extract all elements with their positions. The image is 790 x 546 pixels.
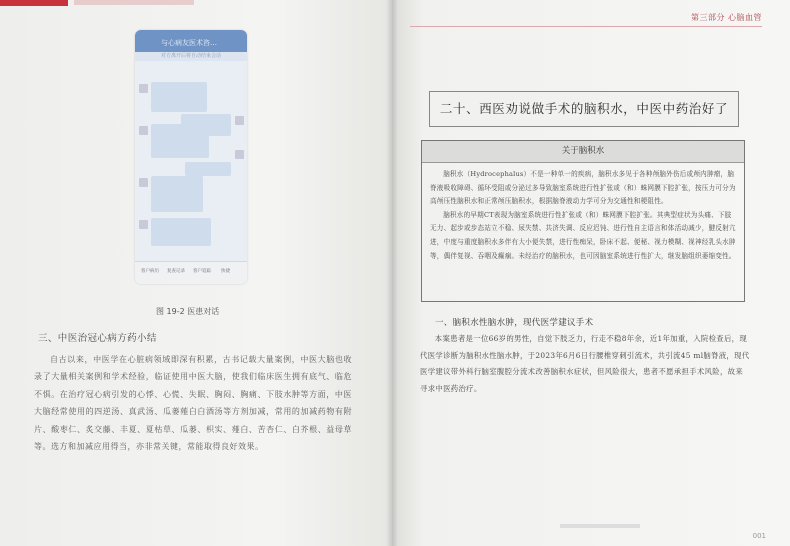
chat-bubble: [151, 218, 211, 246]
info-box: [421, 140, 745, 302]
phone-session-notice-text: 对方离开后将自动结束会话: [160, 53, 221, 59]
chapter-title-box: [429, 91, 739, 127]
paragraph: 脑积水的早期CT表现为脑室系统进行性扩张或（和）蛛网膜下腔扩张。其典型症状为头痛、下肢无力、起步或步态站立不稳、尿失禁、共济失调、反应迟钝、进行性自主语言和体活动减少，腱反射亢进，中度与重度脑积水多伴有大小便失禁，进行性痴呆，卧床不起、便秘、视力模糊、视神经乳头水肿等，偶伴复视、吞咽及癫痫。未经治疗的脑积水，也可因脑室系统进行性扩大，继发脑组织萎缩变性。: [430, 210, 736, 260]
header-faded-text: [74, 0, 194, 5]
phone-chat-title: 与心病友医术咨…: [161, 39, 217, 47]
phone-tag: 客户追踪: [193, 269, 211, 274]
chat-bubble: [151, 124, 209, 158]
avatar: [235, 150, 244, 159]
info-box-body: [430, 168, 736, 263]
right-body-text: [420, 331, 750, 397]
phone-screenshot-figure: [135, 30, 247, 284]
paragraph: 脑积水（Hydrocephalus）不是一种单一的疾病，脑积水多见于各种颅脑外伤后或颅内肿瘤，脑脊液吸收障碍、循环受阻或分泌过多导致脑室系统进行性扩张或（和）蛛网膜下腔扩张，按压力可分为高颅压性脑积水和正常颅压脑积水，根据脑脊液动力学可分为交通性和梗阻性。: [430, 170, 736, 206]
paragraph: 自古以来，中医学在心脏病领域即深有积累，古书记载大量案例，中医大脑也收录了大量相关案例和学术经验，临证使用中医大脑，使我们临床医生拥有底气、临危不惧。在治疗冠心病引发的心悸、心慌、失眠、胸闷、胸痛、下肢水肿等方面，中医大脑经常使用的四逆汤、真武汤、瓜蒌薤白白酒汤等方剂加减，常用的加减药物有附片、酸枣仁、炙交藤、丰夏、夏枯草、瓜蒌、枳实、薤白、苦杏仁、白芥根、益母草等。选方和加减应用得当，亦非常关键，常能取得良好效果。: [34, 355, 352, 452]
paragraph: 本案患者是一位66岁的男性，自觉下肢乏力，行走不稳8年余，近1年加重，入院检查后，现代医学诊断为脑积水性脑水肿，于2023年6月6日行腰椎穿刺引流术，共引流45 ml脑脊液，现代医学建议带外科行脑室腹腔分流术改善脑积水症状，但风险很大，患者不愿承担手术风险，故来寻求中医药治疗。: [420, 334, 750, 393]
chapter-title: 二十、西医劝说做手术的脑积水，中医中药治好了: [439, 101, 729, 116]
running-header: 第三部分 心脑血管: [690, 13, 762, 22]
figure-caption: 图 19-2 医患对话: [156, 307, 220, 316]
footer-mark: [560, 524, 640, 528]
chat-bubble: [185, 162, 231, 176]
avatar: [139, 220, 148, 229]
avatar: [235, 116, 244, 125]
section-heading: 三、中医治冠心病方药小结: [38, 333, 157, 344]
left-page: [0, 0, 392, 546]
phone-tag: 复查记录: [167, 269, 185, 274]
chat-bubble: [151, 176, 203, 212]
avatar: [139, 84, 148, 93]
left-body-text: [34, 351, 352, 455]
book-gutter: [386, 0, 398, 546]
avatar: [139, 178, 148, 187]
chat-bubble: [151, 82, 207, 112]
page-number: 001: [752, 532, 766, 540]
phone-bottom-toolbar: [135, 261, 247, 284]
info-box-heading: 关于脑积水: [422, 141, 744, 163]
phone-tag: 快捷: [221, 269, 230, 274]
avatar: [139, 126, 148, 135]
sub-heading: 一、脑积水性脑水肿，现代医学建议手术: [435, 318, 594, 328]
phone-tag: 客户病历: [141, 269, 159, 274]
header-rule: [410, 26, 762, 27]
phone-session-notice: [135, 52, 247, 61]
header-accent-bar: [0, 0, 68, 6]
